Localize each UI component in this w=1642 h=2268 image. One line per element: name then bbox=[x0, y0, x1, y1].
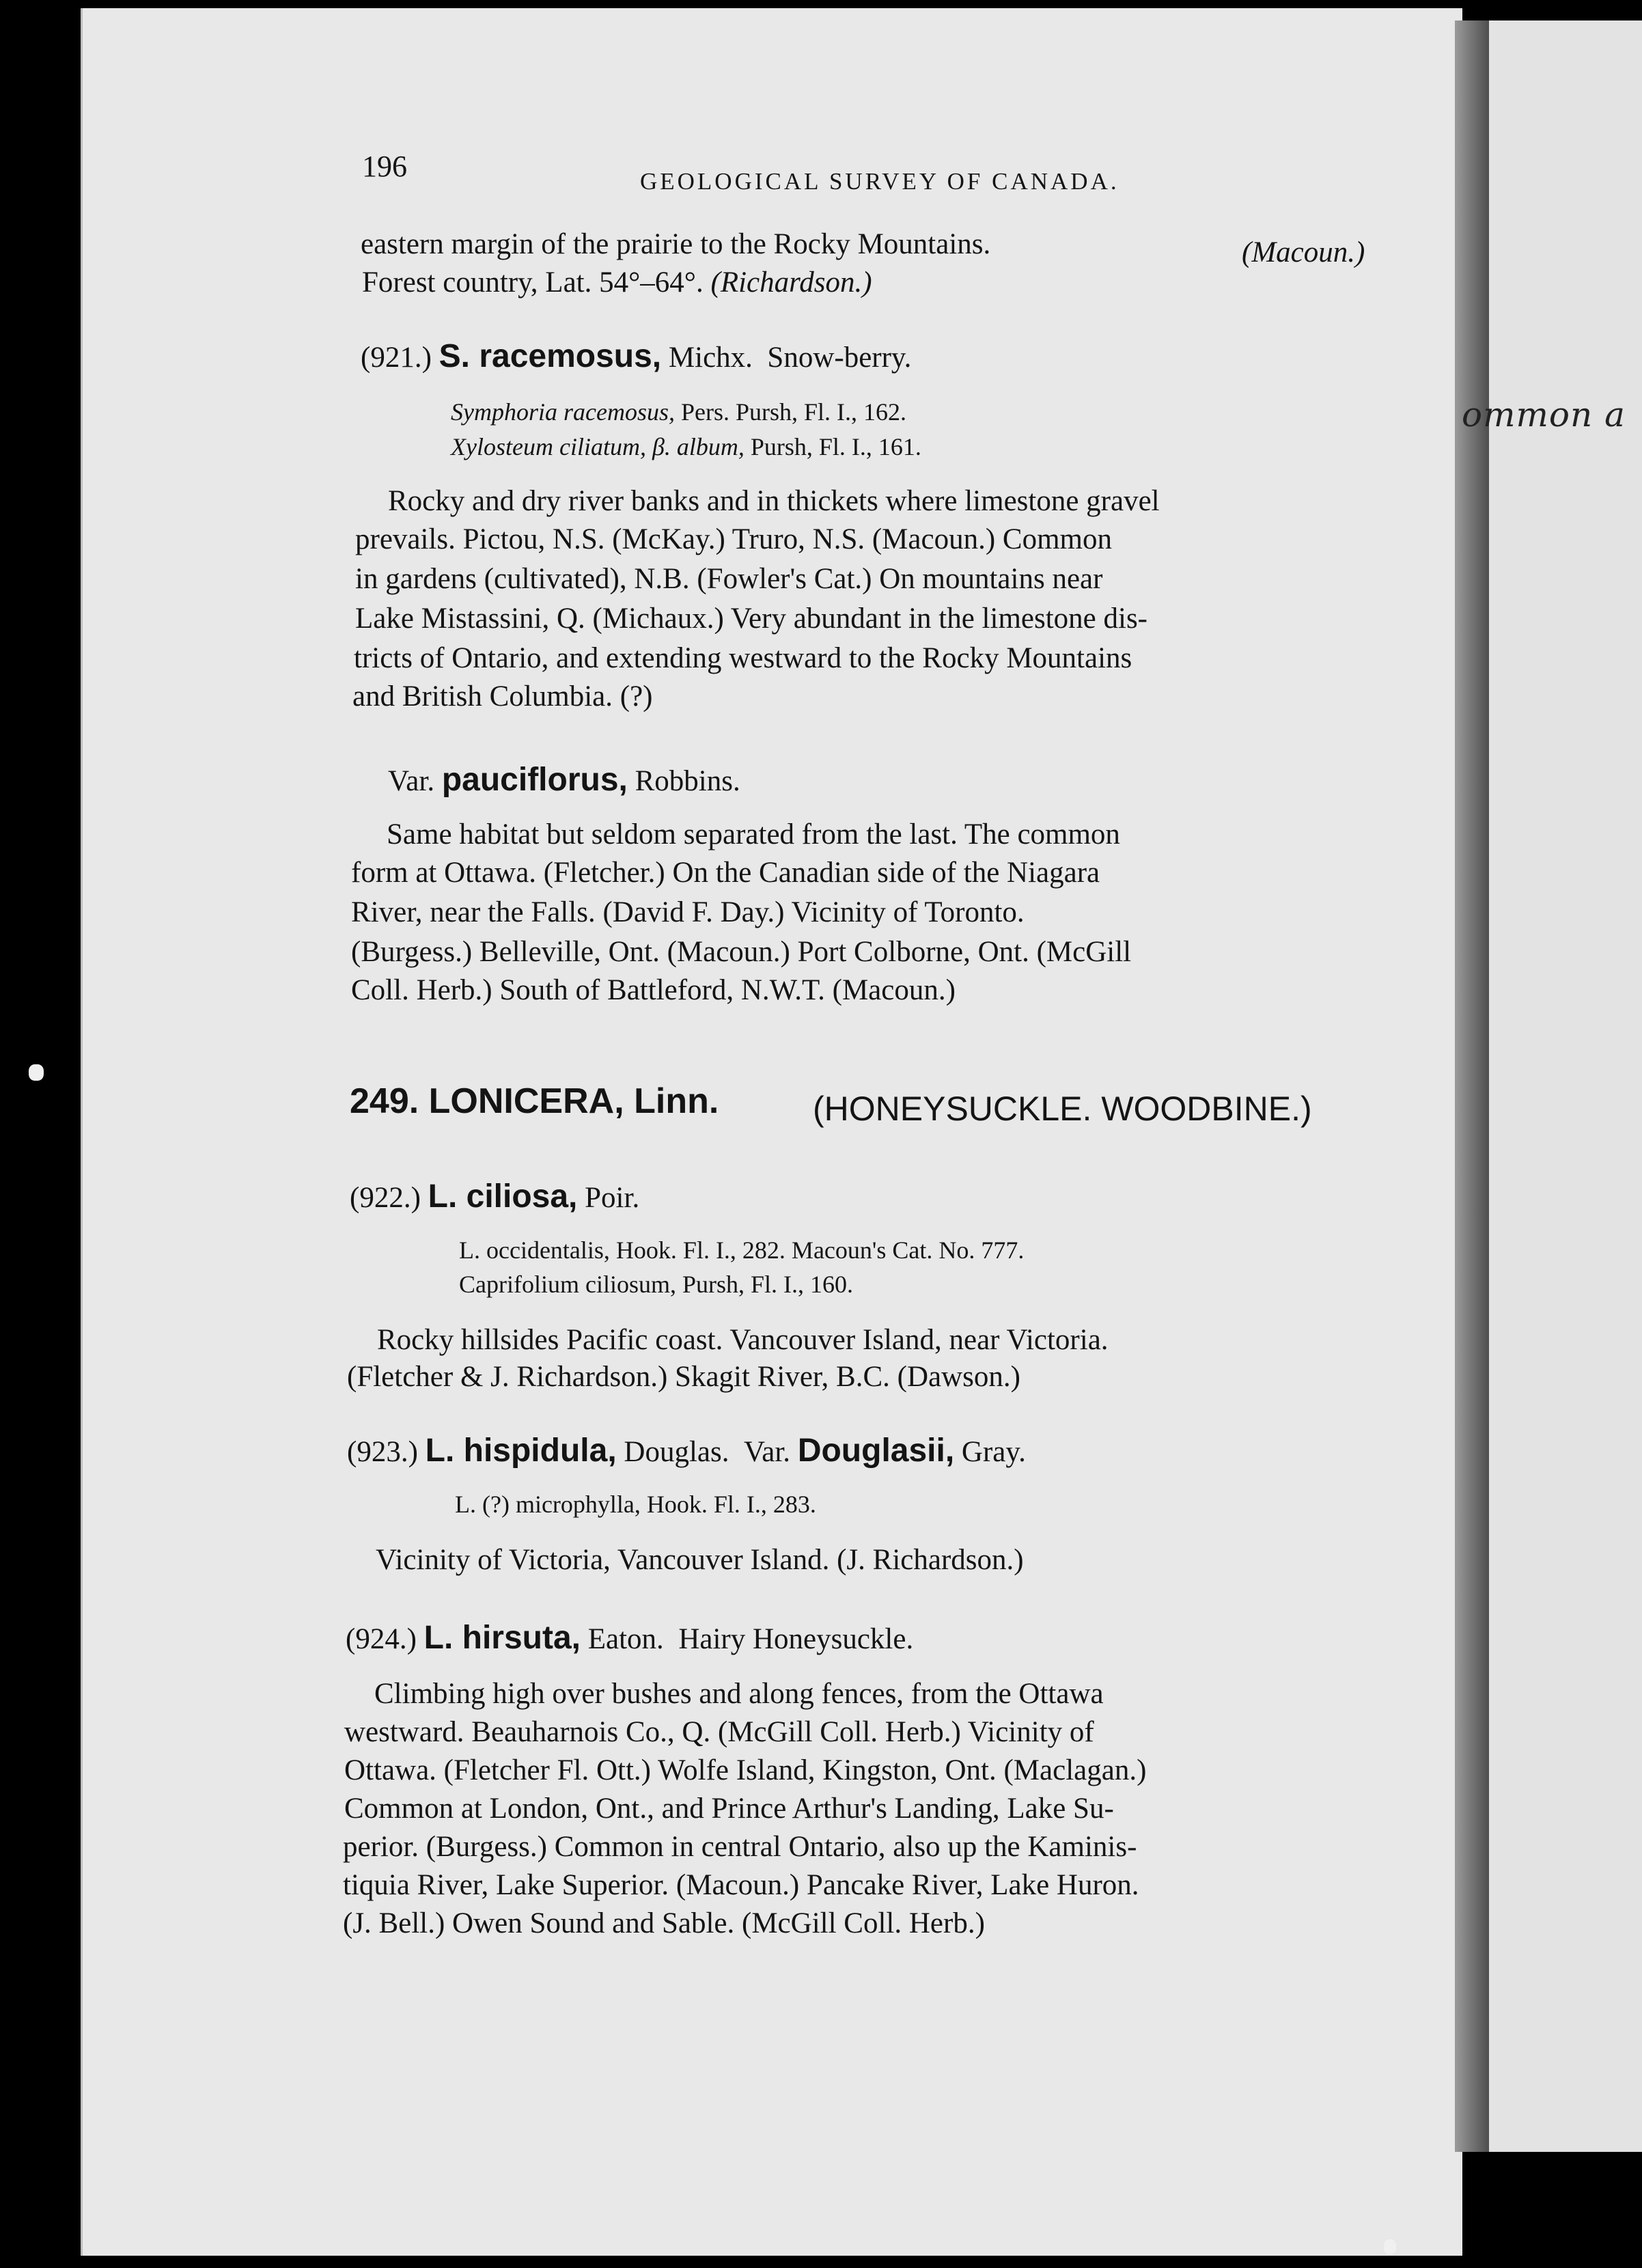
intro-line-1 bbox=[361, 230, 990, 259]
entry-923-heading: (923.) L. hispidula, Douglas. Var. Douglasii, Gray. bbox=[347, 1433, 1026, 1469]
var-pauciflorus-text-line: River, near the Falls. (David F. Day.) Vicinity of Toronto. bbox=[351, 896, 1025, 928]
entry-924-heading: (924.) L. hirsuta, Eaton. Hairy Honeysuckle. bbox=[346, 1620, 914, 1656]
running-title: GEOLOGICAL SURVEY OF CANADA. bbox=[640, 168, 1119, 195]
intro-line-1-ref: (Macoun.) bbox=[1242, 236, 1365, 268]
scan-speck bbox=[29, 1064, 44, 1081]
genus-heading: 249. LONICERA, Linn. bbox=[350, 1081, 719, 1121]
var-pauciflorus-text-line: Same habitat but seldom separated from the last. The common bbox=[387, 818, 1120, 850]
entry-921-text-line: Lake Mistassini, Q. (Michaux.) Very abundant in the limestone dis- bbox=[355, 603, 1147, 635]
page-number: 196 bbox=[362, 150, 407, 183]
entry-922-heading: (922.) L. ciliosa, Poir. bbox=[350, 1178, 640, 1215]
entry-921-text-line: tricts of Ontario, and extending westward to the Rocky Mountains bbox=[354, 642, 1132, 674]
entry-924-text-line: (J. Bell.) Owen Sound and Sable. (McGill Coll. Herb.) bbox=[343, 1907, 985, 1939]
entry-922-synonym-1: L. occidentalis, Hook. Fl. I., 282. Macoun's Cat. No. 777. bbox=[459, 1236, 1025, 1264]
entry-921-text-line: and British Columbia. (?) bbox=[352, 680, 653, 713]
entry-922-text-line: (Fletcher & J. Richardson.) Skagit River, B.C. (Dawson.) bbox=[347, 1361, 1020, 1393]
entry-921-synonym-1: Symphoria racemosus, Pers. Pursh, Fl. I., 162. bbox=[451, 398, 907, 426]
genus-common-name: (HONEYSUCKLE. WOODBINE.) bbox=[813, 1090, 1312, 1128]
var-pauciflorus-text-line: form at Ottawa. (Fletcher.) On the Canadian side of the Niagara bbox=[351, 857, 1100, 889]
var-pauciflorus-heading: Var. pauciflorus, Robbins. bbox=[388, 762, 740, 798]
var-pauciflorus-text-line: (Burgess.) Belleville, Ont. (Macoun.) Port Colborne, Ont. (McGill bbox=[351, 936, 1132, 968]
entry-922-text-line: Rocky hillsides Pacific coast. Vancouver Island, near Victoria. bbox=[377, 1324, 1109, 1356]
entry-923-synonym-1: L. (?) microphylla, Hook. Fl. I., 283. bbox=[455, 1491, 816, 1518]
entry-922-synonym-2: Caprifolium ciliosum, Pursh, Fl. I., 160. bbox=[459, 1271, 854, 1298]
handwritten-margin-note: ommon a bbox=[1462, 395, 1626, 434]
entry-924-text-line: Ottawa. (Fletcher Fl. Ott.) Wolfe Island, Kingston, Ont. (Maclagan.) bbox=[344, 1754, 1147, 1786]
entry-923-text-line: Vicinity of Victoria, Vancouver Island. (J. Richardson.) bbox=[376, 1544, 1024, 1576]
entry-921-text-line: prevails. Pictou, N.S. (McKay.) Truro, N.S. (Macoun.) Common bbox=[355, 523, 1112, 555]
entry-921-text-line: Rocky and dry river banks and in thickets where limestone gravel bbox=[388, 485, 1160, 517]
entry-924-text-line: tiquia River, Lake Superior. (Macoun.) Pancake River, Lake Huron. bbox=[343, 1869, 1139, 1901]
var-pauciflorus-text-line: Coll. Herb.) South of Battleford, N.W.T. (Macoun.) bbox=[351, 974, 956, 1006]
intro-line-1-text: eastern margin of the prairie to the Rocky Mountains. bbox=[361, 228, 991, 260]
entry-924-text-line: perior. (Burgess.) Common in central Ontario, also up the Kaminis- bbox=[343, 1831, 1137, 1863]
entry-921-heading: (921.) S. racemosus, Michx. Snow-berry. bbox=[361, 338, 912, 374]
entry-924-text-line: westward. Beauharnois Co., Q. (McGill Coll. Herb.) Vicinity of bbox=[344, 1716, 1094, 1748]
scan-speck bbox=[1384, 2239, 1396, 2254]
intro-line-2: Forest country, Lat. 54°–64°. (Richardson.) bbox=[362, 266, 872, 299]
entry-924-text-line: Common at London, Ont., and Prince Arthur's Landing, Lake Su- bbox=[344, 1793, 1114, 1825]
entry-924-text-line: Climbing high over bushes and along fences, from the Ottawa bbox=[374, 1678, 1104, 1710]
facing-page-edge bbox=[1489, 20, 1642, 2152]
entry-921-text-line: in gardens (cultivated), N.B. (Fowler's Cat.) On mountains near bbox=[355, 563, 1103, 595]
entry-921-synonym-2: Xylosteum ciliatum, β. album, Pursh, Fl. I., 161. bbox=[451, 433, 921, 460]
